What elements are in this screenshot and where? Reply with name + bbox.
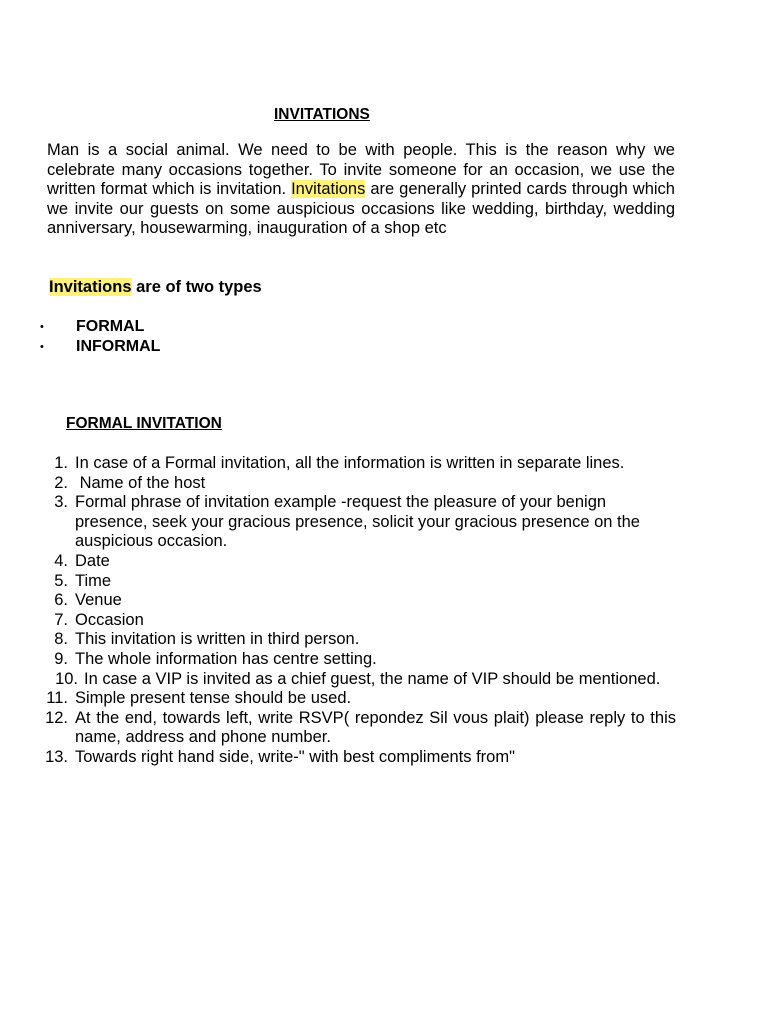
list-item xyxy=(40,611,676,631)
item-number: 12. xyxy=(45,708,68,727)
item-number: 1. xyxy=(54,454,68,472)
list-item: • INFORMAL xyxy=(40,337,160,357)
formal-invitation-heading: FORMAL INVITATION xyxy=(66,415,222,432)
item-text: Date xyxy=(75,551,110,570)
list-item xyxy=(40,474,676,494)
types-list xyxy=(40,317,160,357)
item-number: 5. xyxy=(54,571,68,590)
list-item xyxy=(40,454,676,474)
item-text: Name of the host xyxy=(75,473,206,492)
item-number: 11. xyxy=(46,689,68,708)
item-text: Towards right hand side, write-" with best compliments from" xyxy=(75,747,515,766)
item-number: 9. xyxy=(54,649,68,668)
item-text: Venue xyxy=(75,591,122,610)
types-heading-text: are of two types xyxy=(131,278,262,296)
item-number: 4. xyxy=(54,551,68,570)
types-heading xyxy=(49,277,262,297)
page-title: INVITATIONS xyxy=(274,106,370,123)
intro-paragraph xyxy=(47,141,675,239)
item-number: 13. xyxy=(45,747,68,766)
item-text: The whole information has centre setting. xyxy=(75,649,377,668)
item-number: 7. xyxy=(54,610,68,629)
list-item xyxy=(40,670,676,690)
formal-rules-list xyxy=(40,454,676,768)
highlighted-term: Invitations xyxy=(291,180,366,199)
list-item xyxy=(40,689,676,709)
item-number: 8. xyxy=(54,630,68,649)
list-item xyxy=(40,630,676,650)
types-highlighted-term: Invitations xyxy=(49,278,132,296)
item-text: In case a VIP is invited as a chief guest, the name of VIP should be mentioned. xyxy=(84,669,661,688)
item-number: 3. xyxy=(54,493,68,512)
intro-text-start: Man is a social animal. We need to be with people. This is the reason why we celebrate many occasions together. To invite someone for an occasion, we use the written format which is invitation. xyxy=(47,141,675,199)
list-item: • FORMAL xyxy=(40,317,160,337)
item-text: At the end, towards left, write RSVP( repondez Sil vous plait) please reply to this name, address and phone number. xyxy=(75,708,676,747)
intro-text-end: are generally printed cards through which we invite our guests on some auspicious occasions like wedding, birthday, wedding anniversary, housewarming, inauguration of a shop etc xyxy=(47,180,675,238)
list-item xyxy=(40,552,676,572)
item-number: 10. xyxy=(55,669,78,688)
list-item xyxy=(40,709,676,748)
item-text: Formal phrase of invitation example -request the pleasure of your benign presence, seek your gracious presence, solicit your gracious presence on the auspicious occasion. xyxy=(75,493,640,551)
item-text: Time xyxy=(75,571,112,590)
list-item xyxy=(40,591,676,611)
item-number: 6. xyxy=(54,591,68,610)
list-item xyxy=(40,493,676,552)
list-item xyxy=(40,748,676,768)
item-text: In case of a Formal invitation, all the information is written in separate lines. xyxy=(75,454,625,472)
item-text: Simple present tense should be used. xyxy=(75,689,352,708)
list-item xyxy=(40,572,676,592)
list-item xyxy=(40,650,676,670)
item-text: This invitation is written in third person. xyxy=(75,630,360,649)
item-text: Occasion xyxy=(75,610,144,629)
item-number: 2. xyxy=(54,473,68,492)
